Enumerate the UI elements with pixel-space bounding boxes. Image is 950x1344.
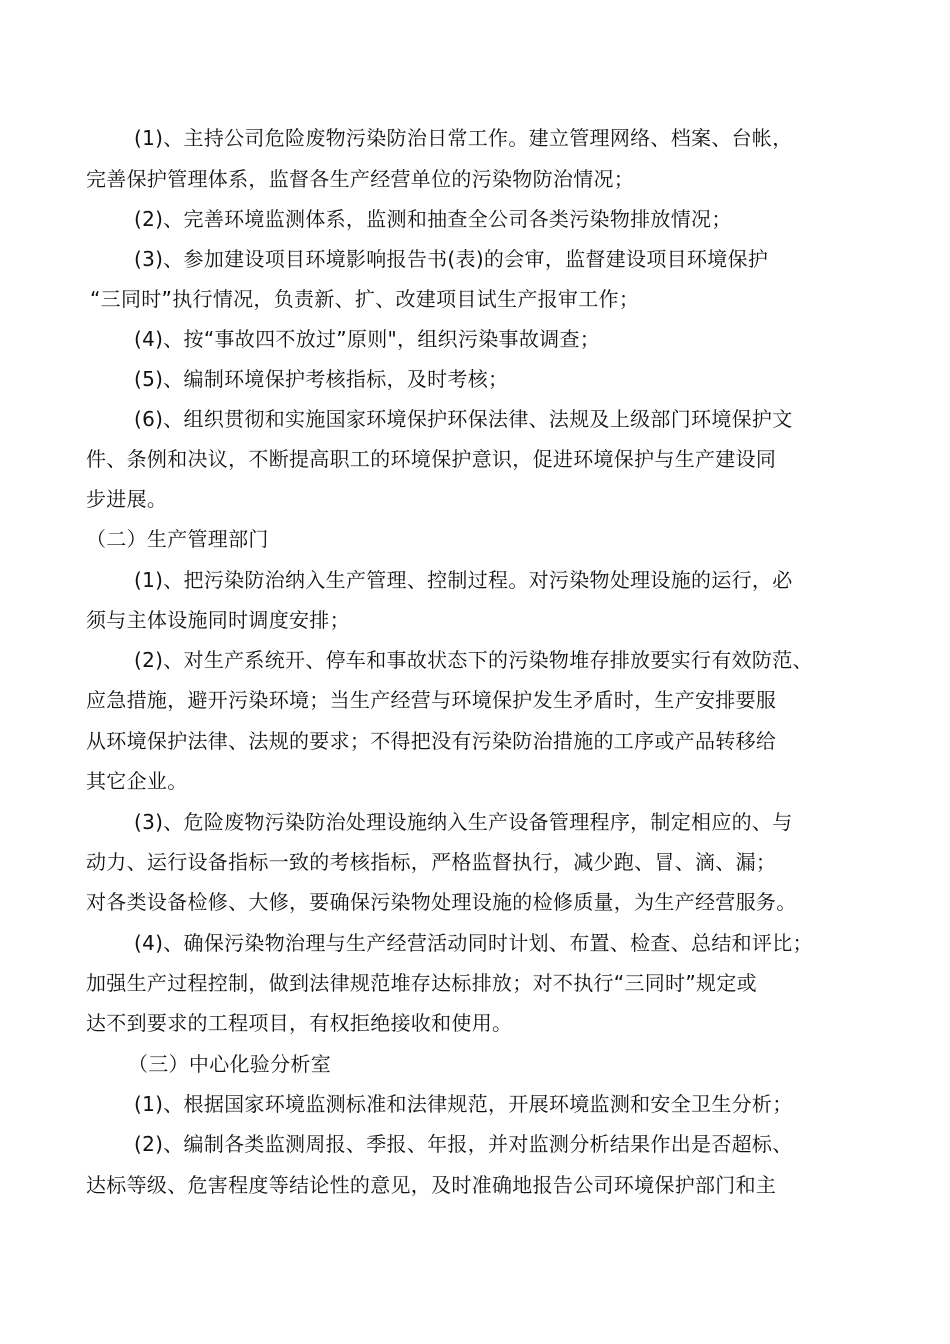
text-line: 加强生产过程控制，做到法律规范堆存达标排放；对不执行“三同时”规定或	[86, 971, 757, 995]
text-line: (1)、把污染防治纳入生产管理、控制过程。对污染物处理设施的运行，必	[134, 568, 793, 592]
text-line: 步进展。	[86, 487, 168, 511]
text-line: 动力、运行设备指标一致的考核指标，严格监督执行，减少跑、冒、滴、漏；	[86, 850, 777, 874]
text-line: 完善保护管理体系，监督各生产经营单位的污染物防治情况；	[86, 167, 635, 191]
text-line: 达标等级、危害程度等结论性的意见，及时准确地报告公司环境保护部门和主	[86, 1173, 777, 1197]
text-line: 达不到要求的工程项目，有权拒绝接收和使用。	[86, 1011, 513, 1035]
text-line: (2)、对生产系统开、停车和事故状态下的污染物堆存排放要实行有效防范、	[134, 648, 813, 672]
text-line: (6)、组织贯彻和实施国家环境保护环保法律、法规及上级部门环境保护文	[134, 407, 793, 431]
text-line: 件、条例和决议，不断提高职工的环境保护意识，促进环境保护与生产建设同	[86, 447, 777, 471]
text-line: (3)、危险废物污染防治处理设施纳入生产设备管理程序，制定相应的、与	[134, 810, 793, 834]
text-line: 其它企业。	[86, 769, 188, 793]
text-line: (1)、主持公司危险废物污染防治日常工作。建立管理网络、档案、台帐，	[134, 126, 793, 150]
text-line: (2)、完善环境监测体系，监测和抽查全公司各类污染物排放情况；	[134, 207, 732, 231]
section-heading: （三）中心化验分析室	[128, 1052, 331, 1076]
text-line: 对各类设备检修、大修，要确保污染物处理设施的检修质量，为生产经营服务。	[86, 890, 797, 914]
section-heading: （二）生产管理部门	[86, 527, 269, 551]
text-line: 应急措施，避开污染环境；当生产经营与环境保护发生矛盾时，生产安排要服	[86, 688, 777, 712]
text-line: (2)、编制各类监测周报、季报、年报，并对监测分析结果作出是否超标、	[134, 1132, 793, 1156]
text-line: (4)、确保污染物治理与生产经营活动同时计划、布置、检查、总结和评比；	[134, 931, 813, 955]
text-line: 须与主体设施同时调度安排；	[86, 608, 350, 632]
text-line: (3)、参加建设项目环境影响报告书(表)的会审，监督建设项目环境保护	[134, 247, 769, 271]
text-line: (1)、根据国家环境监测标准和法律规范，开展环境监测和安全卫生分析；	[134, 1092, 793, 1116]
text-line: “三同时”执行情况，负责新、扩、改建项目试生产报审工作；	[90, 287, 640, 311]
text-line: (4)、按“事故四不放过”原则"，组织污染事故调查；	[134, 327, 601, 351]
text-line: (5)、编制环境保护考核指标，及时考核；	[134, 367, 509, 391]
text-line: 从环境保护法律、法规的要求；不得把没有污染防治措施的工序或产品转移给	[86, 729, 777, 753]
